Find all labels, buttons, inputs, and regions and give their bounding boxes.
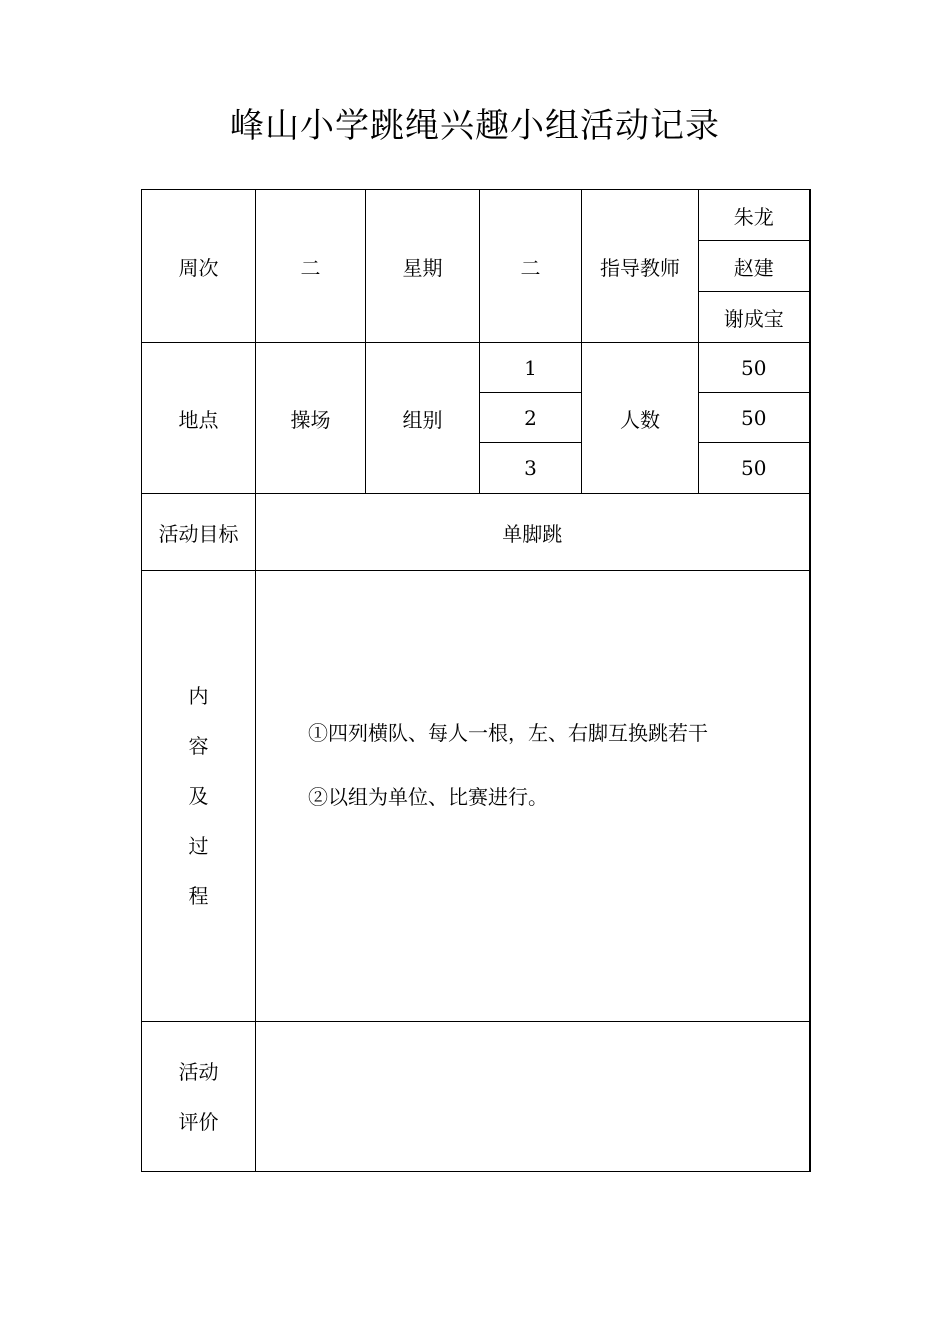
content-label-char: 程 xyxy=(188,884,209,908)
content-label-char: 过 xyxy=(188,834,209,858)
group-count: 50 xyxy=(699,393,810,443)
weekday-label: 星期 xyxy=(366,190,480,343)
content-line: ②以组为单位、比赛进行。 xyxy=(308,785,548,809)
group-number: 2 xyxy=(480,393,582,443)
place-label: 地点 xyxy=(142,343,256,494)
content-line: ①四列横队、每人一根，左、右脚互换跳若干 xyxy=(308,721,708,745)
teacher-label: 指导教师 xyxy=(582,190,699,343)
content-label-char: 内 xyxy=(188,684,209,708)
goal-value: 单脚跳 xyxy=(256,494,810,571)
content-label xyxy=(142,571,256,1022)
count-label: 人数 xyxy=(582,343,699,494)
place-value: 操场 xyxy=(256,343,366,494)
activity-record-table xyxy=(141,189,811,1172)
goal-label: 活动目标 xyxy=(142,494,256,571)
document-title: 峰山小学跳绳兴趣小组活动记录 xyxy=(230,106,720,146)
group-count: 50 xyxy=(699,443,810,494)
evaluation-label-line: 活动 xyxy=(178,1059,219,1084)
content-label-char: 及 xyxy=(188,784,209,808)
evaluation-label-text xyxy=(142,1047,255,1147)
content-label-char: 容 xyxy=(188,734,209,758)
content-body xyxy=(256,571,810,1022)
week-label: 周次 xyxy=(142,190,256,343)
week-value: 二 xyxy=(256,190,366,343)
weekday-value: 二 xyxy=(480,190,582,343)
teacher-name: 赵建 xyxy=(699,241,810,292)
evaluation-label xyxy=(142,1022,256,1172)
group-number: 3 xyxy=(480,443,582,494)
evaluation-value xyxy=(256,1022,810,1172)
content-lines xyxy=(256,701,809,891)
group-number: 1 xyxy=(480,343,582,393)
content-label-text xyxy=(189,671,209,921)
teacher-name: 谢成宝 xyxy=(699,292,810,343)
evaluation-label-line: 评价 xyxy=(178,1109,219,1134)
group-count: 50 xyxy=(699,343,810,393)
teacher-name: 朱龙 xyxy=(699,190,810,241)
group-label: 组别 xyxy=(366,343,480,494)
